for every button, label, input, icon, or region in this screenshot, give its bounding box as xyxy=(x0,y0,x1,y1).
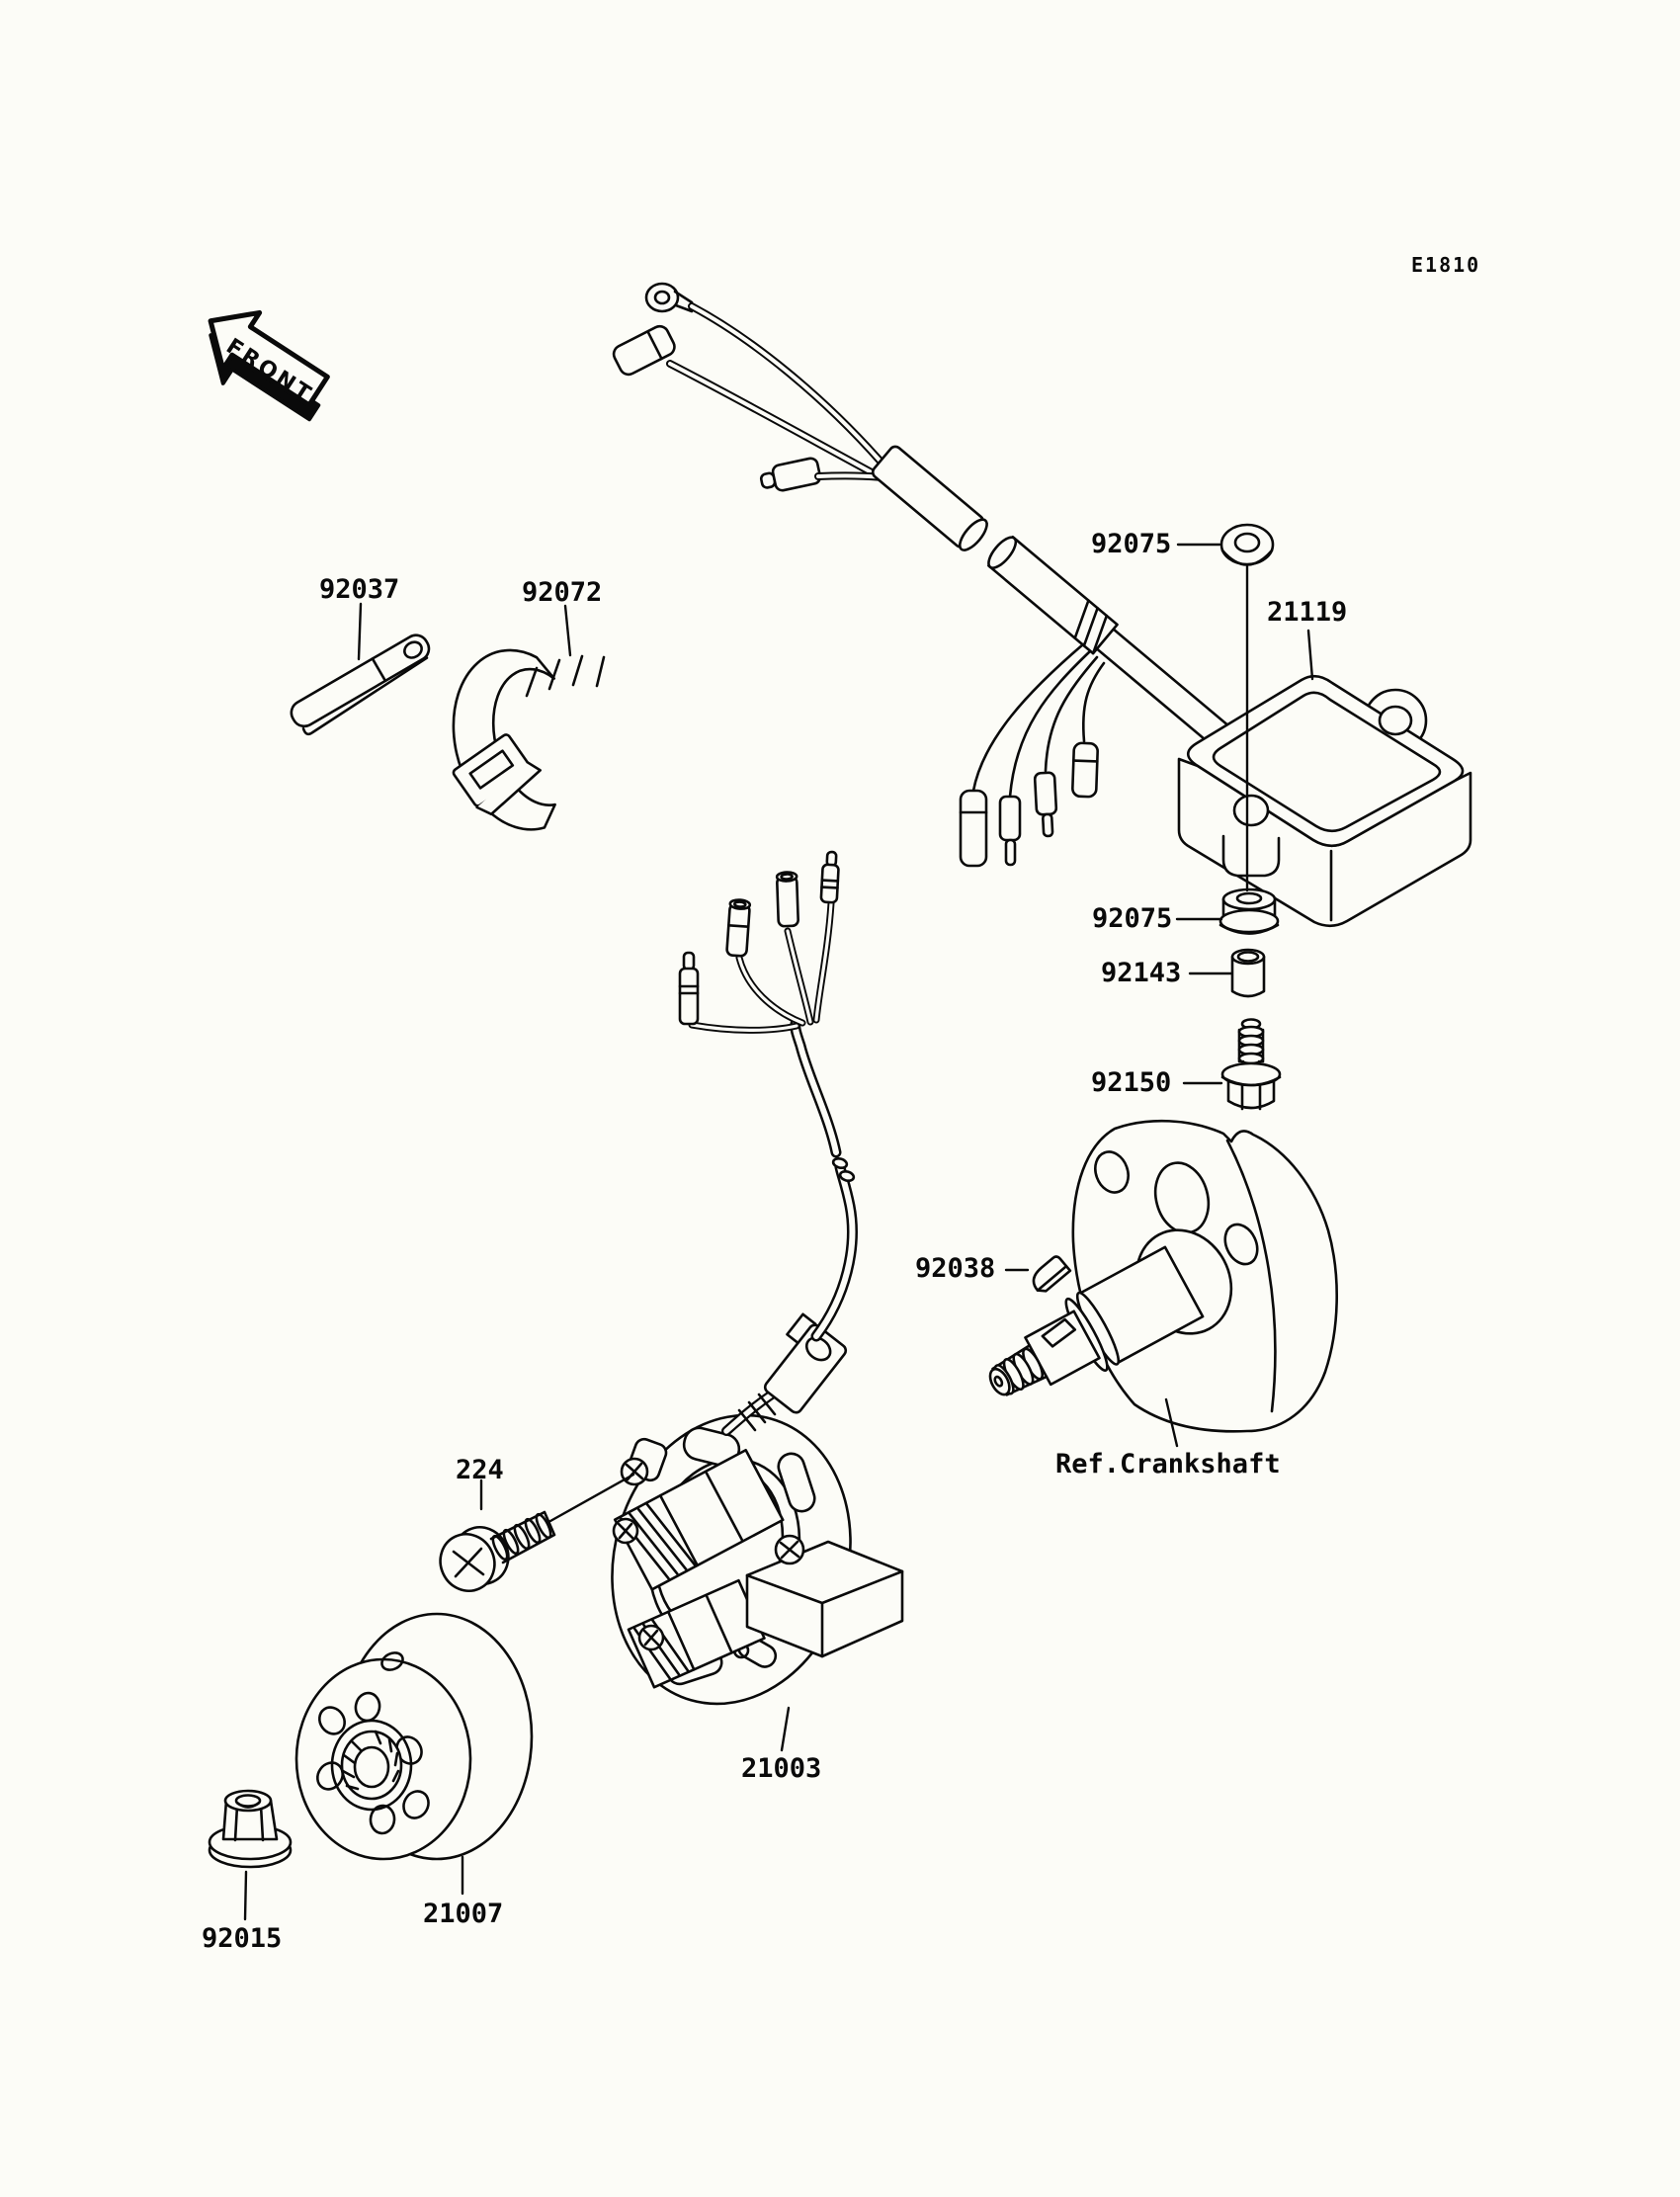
igniter-box xyxy=(1179,676,1470,926)
pan-screw xyxy=(431,1512,554,1600)
callout-92150-bolt: 92150 xyxy=(1091,1067,1172,1098)
callout-92038-key: 92038 xyxy=(915,1253,996,1284)
diagram-code: E1810 xyxy=(1411,253,1481,277)
callout-92072-clamp-band: 92072 xyxy=(522,577,603,608)
callout-ref-crankshaft: Ref.Crankshaft xyxy=(1055,1449,1281,1479)
collar xyxy=(1232,950,1264,996)
grommet-upper xyxy=(1221,525,1273,565)
callout-92075-grommet-lower: 92075 xyxy=(1092,903,1173,934)
flywheel-rotor xyxy=(296,1614,532,1859)
callout-92075-grommet-upper: 92075 xyxy=(1091,529,1172,559)
crankshaft xyxy=(973,1121,1337,1431)
callout-21119-igniter: 21119 xyxy=(1267,597,1348,628)
front-marker-label: FRONT xyxy=(221,334,317,408)
callout-92143-collar: 92143 xyxy=(1101,958,1182,988)
clamp-band xyxy=(435,640,604,844)
stator xyxy=(579,852,902,1732)
woodruff-key xyxy=(1028,1255,1070,1296)
grommet-lower xyxy=(1220,889,1278,934)
wiring-harness xyxy=(611,284,1240,866)
clamp-strap xyxy=(287,631,437,737)
flange-nut xyxy=(210,1791,291,1867)
flange-bolt xyxy=(1222,1020,1280,1110)
callout-92037-clamp-strap: 92037 xyxy=(319,574,400,605)
callout-92015-nut: 92015 xyxy=(202,1923,283,1954)
callout-224-screw: 224 xyxy=(456,1455,504,1485)
callout-21003-stator: 21003 xyxy=(741,1753,822,1784)
callout-21007-flywheel: 21007 xyxy=(423,1899,504,1929)
